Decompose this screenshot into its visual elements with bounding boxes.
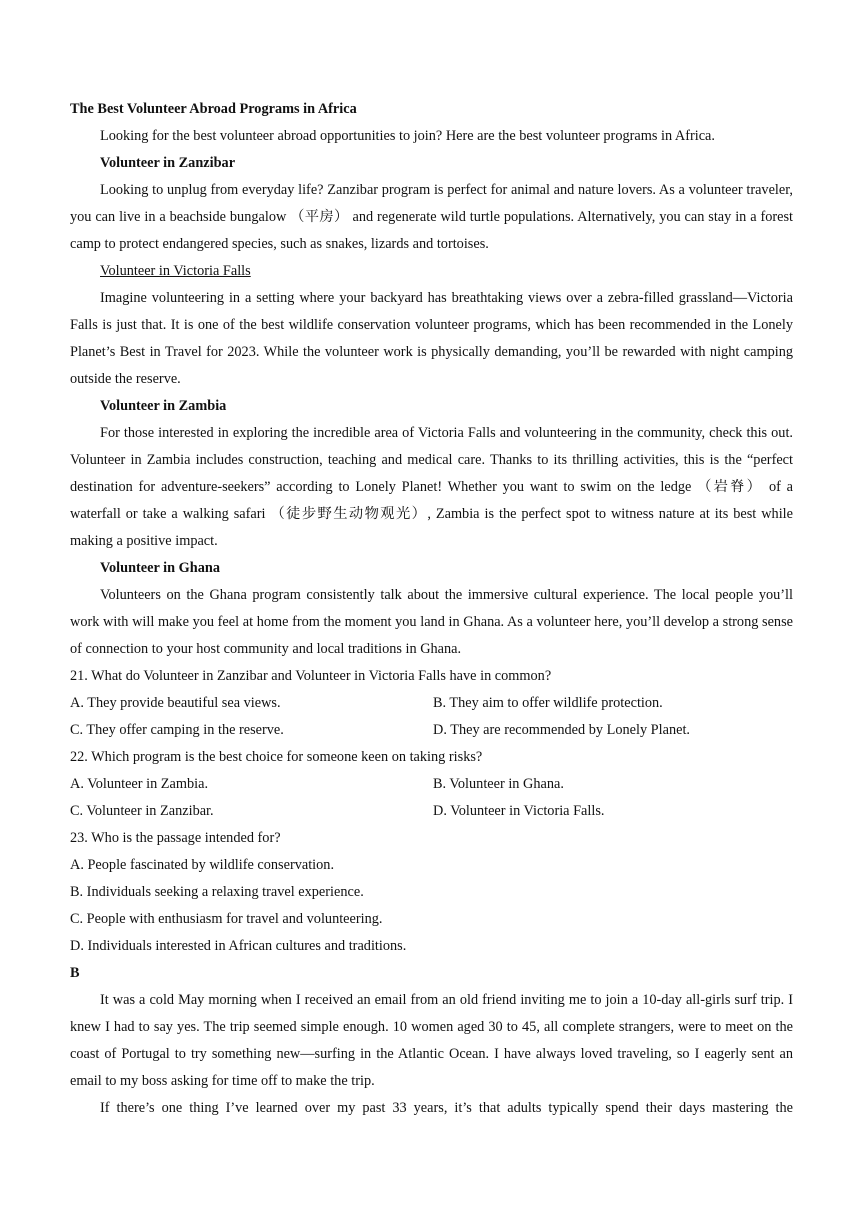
question-21-option-a: A. They provide beautiful sea views. (70, 695, 281, 711)
passage-b-paragraph-2: If there’s one thing I’ve learned over my past 33 years, it’s that adults typically spend their days mastering the (100, 1100, 793, 1116)
question-23-option-d: D. Individuals interested in African cultures and traditions. (70, 938, 407, 954)
question-23-option-c: C. People with enthusiasm for travel and volunteering. (70, 911, 383, 927)
question-22-options-row-1 (70, 771, 793, 798)
question-22-options-row-2 (70, 798, 793, 825)
passage-intro: Looking for the best volunteer abroad opportunities to join? Here are the best volunteer programs in Africa. (100, 128, 715, 144)
section-heading-zanzibar: Volunteer in Zanzibar (100, 155, 236, 171)
question-21-option-c: C. They offer camping in the reserve. (70, 722, 284, 738)
question-22-stem: 22. Which program is the best choice for someone keen on taking risks? (70, 749, 483, 765)
section-body-victoria-falls: Imagine volunteering in a setting where your backyard has breathtaking views over a zebra-filled grassland—Victoria Falls is just that. It is one of the best wildlife conservation volunteer programs, which has been recommended in the Lonely Planet’s Best in Travel for 2023. While the volunteer work is physically demanding, you’ll be rewarded with night camping outside the reserve. (70, 290, 793, 387)
section-body-ghana: Volunteers on the Ghana program consistently talk about the immersive cultural experience. The local people you’ll work with will make you feel at home from the moment you land in Ghana. As a volunteer here, you’ll develop a strong sense of connection to your host community and local traditions in Ghana. (70, 587, 793, 657)
question-22-option-a: A. Volunteer in Zambia. (70, 776, 209, 792)
passage-b-label: B (70, 965, 80, 981)
question-21-options-row-2 (70, 717, 793, 744)
section-body-zambia: For those interested in exploring the incredible area of Victoria Falls and volunteering in the community, check this out. Volunteer in Zambia includes construction, teaching and medical care. Thanks to its thrilling activities, this is the “perfect destination for adventure-seekers” according to Lonely Planet! Whether you want to swim on the ledge （岩脊） of a waterfall or take a walking safari （徒步野生动物观光）, Zambia is the perfect spot to witness nature at its best while making a positive impact. (70, 425, 793, 549)
section-heading-ghana: Volunteer in Ghana (100, 560, 220, 576)
question-23-option-b: B. Individuals seeking a relaxing travel experience. (70, 884, 364, 900)
passage-b-paragraph-1: It was a cold May morning when I received an email from an old friend inviting me to join a 10-day all-girls surf trip. I knew I had to say yes. The trip seemed simple enough. 10 women aged 30 to 45, all complete strangers, were to meet on the coast of Portugal to try something new—surfing in the Atlantic Ocean. I have always loved traveling, so I eagerly sent an email to my boss asking for time off to make the trip. (70, 992, 793, 1089)
section-heading-victoria-falls: Volunteer in Victoria Falls (100, 263, 251, 279)
question-21-options-row-1 (70, 690, 793, 717)
passage-title: The Best Volunteer Abroad Programs in Africa (70, 101, 357, 117)
question-22-option-c: C. Volunteer in Zanzibar. (70, 803, 214, 819)
question-21-option-d: D. They are recommended by Lonely Planet. (433, 722, 690, 738)
question-22-option-d: D. Volunteer in Victoria Falls. (433, 803, 605, 819)
question-23-stem: 23. Who is the passage intended for? (70, 830, 281, 846)
question-22-option-b: B. Volunteer in Ghana. (433, 776, 564, 792)
question-21-option-b: B. They aim to offer wildlife protection. (433, 695, 663, 711)
question-23-option-a: A. People fascinated by wildlife conservation. (70, 857, 335, 873)
question-21-stem: 21. What do Volunteer in Zanzibar and Volunteer in Victoria Falls have in common? (70, 668, 552, 684)
section-body-zanzibar: Looking to unplug from everyday life? Zanzibar program is perfect for animal and nature lovers. As a volunteer traveler, you can live in a beachside bungalow （平房） and regenerate wild turtle populations. Alternatively, you can stay in a forest camp to protect endangered species, such as snakes, lizards and tortoises. (70, 182, 793, 252)
document-content (70, 96, 793, 1122)
section-heading-zambia: Volunteer in Zambia (100, 398, 227, 414)
